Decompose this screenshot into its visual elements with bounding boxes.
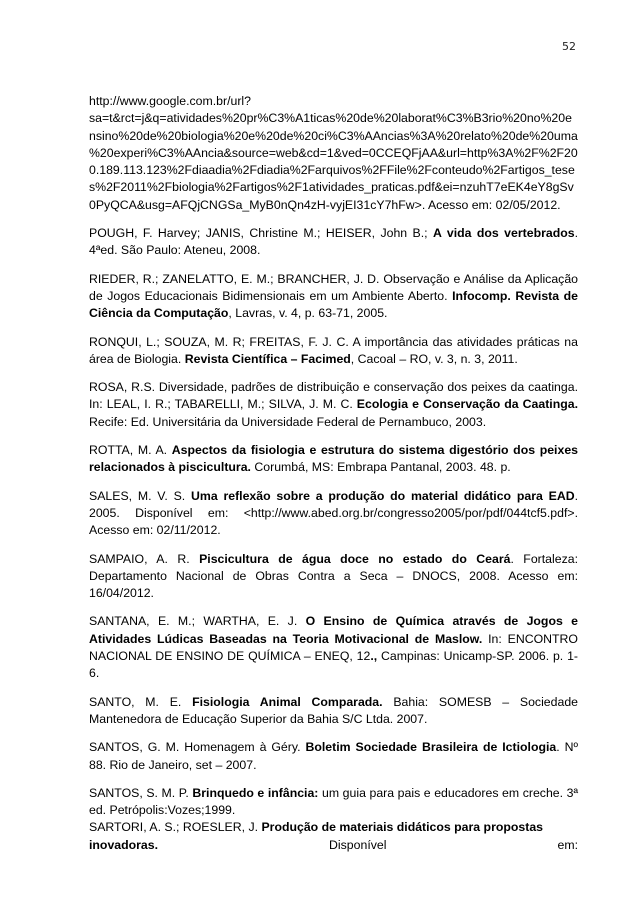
reference-bold-text: Aspectos da fisiologia e estrutura do sistema digestório dos peixes relacionados à piscicultura. — [89, 443, 578, 475]
reference-text: . 2005. Disponível em: <http://www.abed.org.br/congresso2005/por/pdf/044tcf5.pdf>. Acesso em: 02/11/2012. — [89, 488, 578, 538]
reference-entry — [89, 488, 578, 540]
reference-entry — [89, 93, 578, 214]
reference-text: . 4ªed. São Paulo: Ateneu, 2008. — [89, 226, 578, 258]
reference-entry — [89, 739, 578, 774]
reference-entry — [89, 613, 578, 682]
reference-entry — [89, 442, 578, 477]
reference-text: SALES, M. V. S. — [89, 488, 192, 503]
reference-text: Recife: Ed. Universitária da Universidade Federal de Pernambuco, 2003. — [89, 414, 487, 429]
reference-text: Corumbá, MS: Embrapa Pantanal, 2003. 48. p. — [250, 460, 511, 475]
reference-entry — [89, 334, 578, 369]
reference-bold-text: Ecologia e Conservação da Caatinga. — [356, 397, 578, 412]
reference-text: RONQUI, L.; SOUZA, M. R; FREITAS, F. J. C. A importância das atividades práticas na área de Biologia. — [89, 334, 578, 366]
reference-text: In: ENCONTRO NACIONAL DE ENSINO DE QUÍMICA – ENEQ, 12 — [89, 631, 578, 664]
reference-bold-text: Boletim Sociedade Brasileira de Ictiologia — [305, 740, 557, 755]
reference-text: ROTTA, M. A. — [89, 443, 172, 458]
reference-bold-text: Infocomp. Revista de Ciência da Computação — [89, 288, 579, 321]
reference-text: Campinas: Unicamp-SP. 2006. p. 1-6. — [89, 649, 579, 681]
reference-text: http://www.google.com.br/url?sa=t&rct=j&q=atividades%20pr%C3%A1ticas%20de%20laborat%C3%B3rio%20no%20ensino%20de%20biologia%20e%20de%20ci%C3%AAncias%3A%20relato%20de%20uma%20experi%C3%AAncia&source=web&cd=1&ved=0CCEQFjAA&url=http%3A%2F%2F200.189.113.123%2Fdiaadia%2Fdiadia%2Farquivos%2FFile%2Fconteudo%2Fartigos_teses%2F2011%2Fbiologia%2Fartigos%2F1atividades_praticas.pdf&ei=nzuhT7eEK4eY8gSv0PyQCA&usg=AFQjCNGSa_MyB0nQn4zH-vyjEI31cY7hFw>. Acesso em: 02/05/2012. — [89, 94, 578, 212]
reference-text: POUGH, F. Harvey; JANIS, Christine M.; HEISER, John B.; — [89, 226, 434, 241]
reference-text: SANTANA, E. M.; WARTHA, E. J. — [89, 614, 306, 629]
reference-bold-text: O Ensino de Química através de Jogos e Atividades Lúdicas Baseadas na Teoria Motivacional de Maslow. — [89, 614, 578, 646]
reference-list — [89, 93, 578, 865]
reference-bold-text: Piscicultura de água doce no estado do Ceará — [199, 551, 511, 566]
reference-entry — [89, 225, 578, 260]
reference-text: SANTO, M. E. — [89, 694, 193, 709]
reference-text: RIEDER, R.; ZANELATTO, E. M.; BRANCHER, J. D. Observação e Análise da Aplicação de Jogos Educacionais Bidimensionais em um Ambiente Aberto. — [89, 271, 578, 303]
reference-entry — [89, 785, 578, 820]
reference-bold-text: Produção de materiais didáticos para propostas — [261, 820, 543, 835]
reference-text: . Fortaleza: Departamento Nacional de Obras Contra a Seca – DNOCS, 2008. Acesso em: 16/04/2012. — [89, 551, 578, 601]
reference-bold-text: Fisiologia Animal Comparada. — [192, 694, 383, 709]
reference-last-line — [89, 837, 578, 854]
reference-text: , Lavras, v. 4, p. 63-71, 2005. — [228, 306, 388, 321]
reference-text: Disponível — [329, 837, 387, 852]
reference-entry — [89, 694, 578, 729]
page-number: 52 — [562, 40, 576, 53]
reference-bold-text: Revista Científica – Facimed — [184, 351, 351, 366]
reference-bold-text: Brinquedo e infância: — [192, 785, 319, 800]
reference-bold-text: Uma reflexão sobre a produção do material didático para EAD — [191, 488, 575, 503]
reference-text: SARTORI, A. S.; ROESLER, J. — [89, 820, 262, 835]
reference-text: , Cacoal – RO, v. 3, n. 3, 2011. — [350, 351, 518, 366]
reference-text: SAMPAIO, A. R. — [89, 551, 200, 566]
reference-entry — [89, 819, 578, 854]
reference-text: em: — [557, 837, 578, 852]
reference-entry — [89, 551, 578, 603]
reference-entry — [89, 379, 578, 431]
reference-bold-text: A vida dos vertebrados — [433, 226, 575, 241]
reference-text: um guia para pais e educadores em creche. 3ª ed. Petrópolis:Vozes;1999. — [89, 785, 579, 818]
reference-text: ROSA, R.S. Diversidade, padrões de distribuição e conservação dos peixes da caatinga. In: LEAL, I. R.; TABARELLI, M.; SILVA, J. M. C. — [89, 380, 578, 412]
reference-entry — [89, 271, 578, 323]
reference-text: Bahia: SOMESB – Sociedade Mantenedora de Educação Superior da Bahia S/C Ltda. 2007. — [89, 694, 578, 726]
reference-text: SANTOS, S. M. P. — [89, 785, 193, 800]
reference-bold-text: ., — [370, 649, 378, 664]
reference-text: . Nº 88. Rio de Janeiro, set – 2007. — [89, 740, 578, 772]
reference-text: SANTOS, G. M. Homenagem à Géry. — [89, 740, 306, 755]
reference-bold-text: inovadoras. — [89, 837, 159, 852]
